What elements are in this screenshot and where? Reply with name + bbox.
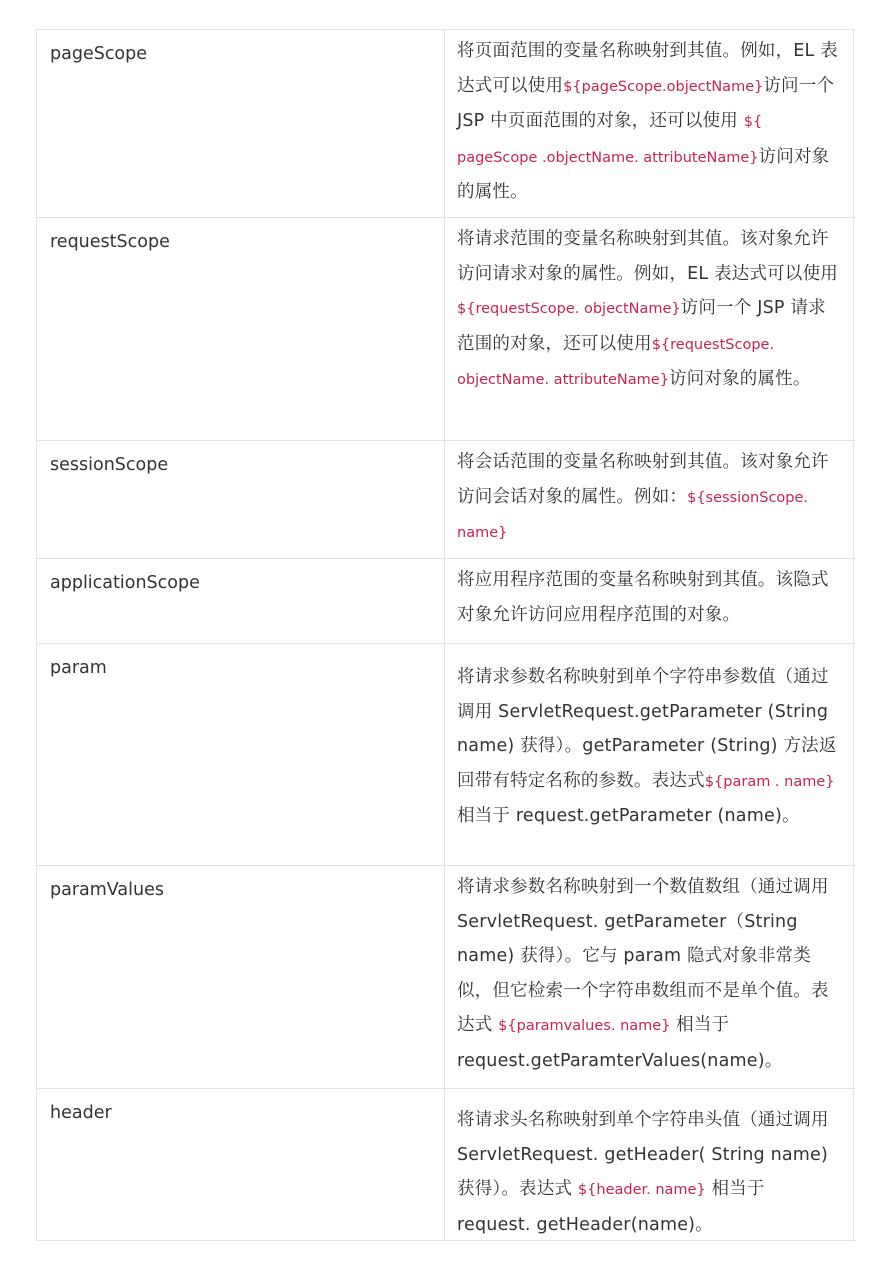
description-cell	[445, 866, 854, 1088]
description-cell	[445, 559, 854, 643]
el-expression: ${requestScope. objectName. attributeName}	[457, 336, 775, 388]
description-text: 将应用程序范围的变量名称映射到其值。该隐式对象允许访问应用程序范围的对象。	[457, 570, 829, 625]
table-row	[37, 1089, 855, 1241]
object-name-cell: applicationScope	[37, 559, 445, 643]
table-row	[37, 30, 855, 218]
object-name-cell: param	[37, 644, 445, 865]
table-row	[37, 441, 855, 559]
el-expression: ${paramvalues. name}	[498, 1018, 671, 1034]
table-row	[37, 559, 855, 644]
el-expression: ${sessionScope. name}	[457, 489, 809, 541]
el-expression: ${requestScope. objectName}	[457, 301, 681, 317]
description-text: 将请求头名称映射到单个字符串头值（通过调用 ServletRequest. getHeader( String name) 获得）。表达式	[457, 1110, 829, 1199]
object-name-cell: paramValues	[37, 866, 445, 1088]
description-text: 将请求参数名称映射到一个数值数组（通过调用 ServletRequest. getParameter（String name) 获得）。它与 param 隐式对象非常类似，但它检索一个字符串数组而不是单个值。表达式	[457, 877, 829, 1035]
table-row	[37, 218, 855, 441]
description-text: 访问对象的属性。	[668, 369, 811, 389]
description-cell	[445, 644, 854, 865]
description-cell	[445, 218, 854, 440]
object-name-cell: sessionScope	[37, 441, 445, 558]
description-text: 相当于 request.getParameter (name)。	[457, 806, 800, 826]
el-expression: ${ pageScope .objectName. attributeName}	[457, 114, 763, 166]
el-expression: ${param . name}	[704, 773, 835, 790]
el-expression: ${header. name}	[577, 1182, 706, 1198]
object-name-cell: header	[37, 1089, 445, 1240]
description-cell	[445, 1089, 854, 1240]
description-text: 将请求参数名称映射到单个字符串参数值（通过调用 ServletRequest.getParameter (String name) 获得）。getParameter (String) 方法返回带有特定名称的参数。表达式	[457, 667, 837, 791]
description-text: 将会话范围的变量名称映射到其值。该对象允许访问会话对象的属性。例如：	[457, 452, 829, 507]
description-text: 将页面范围的变量名称映射到其值。例如，EL 表达式可以使用	[457, 41, 838, 96]
description-text: 访问一个 JSP 中页面范围的对象，还可以使用	[457, 75, 835, 131]
table-row	[37, 866, 855, 1089]
object-name-cell: requestScope	[37, 218, 445, 440]
table-row	[37, 644, 855, 866]
description-text: 访问对象的属性。	[457, 146, 830, 202]
implicit-objects-table	[36, 29, 855, 1241]
description-cell	[445, 441, 854, 558]
description-text: 相当于 request. getHeader(name)。	[457, 1179, 765, 1235]
description-text: 相当于 request.getParamterValues(name)。	[457, 1015, 783, 1071]
description-text: 将请求范围的变量名称映射到其值。该对象允许访问请求对象的属性。例如，EL 表达式可以使用	[457, 229, 838, 284]
object-name-cell: pageScope	[37, 30, 445, 217]
el-expression: ${pageScope.objectName}	[563, 78, 764, 95]
description-text: 访问一个 JSP 请求范围的对象，还可以使用	[457, 298, 826, 354]
description-cell	[445, 30, 854, 217]
